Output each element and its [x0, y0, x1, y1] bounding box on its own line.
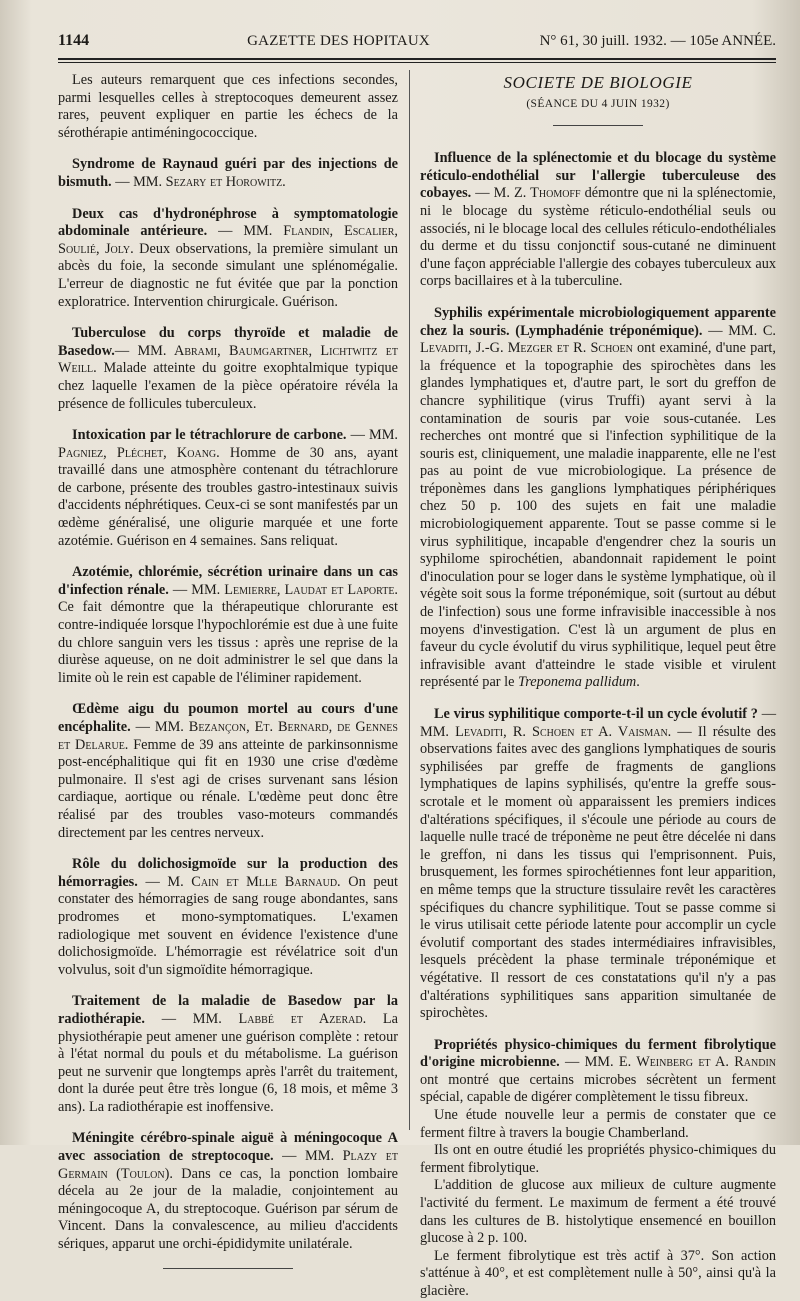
- article-paragraph: Ils ont en outre étudié les propriétés physico-chimiques du ferment fibrolytique.: [420, 1142, 776, 1176]
- article-authors: MM. Levaditi, R. Schoen et A. Vaisman.: [420, 723, 672, 740]
- column-divider: [409, 70, 410, 1130]
- article-title: Rôle du dolichosigmoïde sur la production des hémorragies.: [58, 856, 398, 890]
- article-body: ont montré que certains microbes sécrètent un ferment spécial, capable de digérer complètement le tissu fibreux.: [420, 1071, 776, 1106]
- intro-paragraph: Les auteurs remarquent que ces infections secondes, parmi lesquelles celles à streptocoques demeurent assez rares, peuvent expliquer en partie les échecs de la sérothérapie antiméningococcique.: [58, 72, 398, 141]
- article-title: Intoxication par le tétrachlorure de carbone.: [72, 427, 347, 444]
- section-title: SOCIETE DE BIOLOGIE: [503, 73, 693, 92]
- section-subtitle-close: ): [665, 97, 670, 110]
- article-authors: MM. E. Weinberg et A. Randin: [584, 1054, 776, 1071]
- article: Intoxication par le tétrachlorure de carbone. — MM. Pagniez, Pléchet, Koang. Homme de 30 ans, ayant travaillé dans une atmosphère contenant du tétrachlorure de carbone, présente des troubles gastro-intestinaux suivis d'accidents néphrétiques. Ceux-ci se sont manifestés par un œdème généralisé, une oligurie marquée et une forte azotémie. Guérison en 4 semaines. Sans reliquat.: [58, 427, 398, 549]
- article: Azotémie, chlorémie, sécrétion urinaire dans un cas d'infection rénale. — MM. Lemierre, Laudat et Laporte. Ce fait démontre que la thérapeutique chlorurante est contre-indiquée lorsque l'hypochlorémie est due à une fuite du chlore sanguin vers les tissus : après une reprise de la diurèse aqueuse, on ne doit administrer le sel que dans la limite où le rein est capable de l'éliminer rapidement.: [58, 564, 398, 686]
- article-paragraph: Le ferment fibrolytique est très actif à 37°. Son action s'atténue à 40°, et est complètement nulle à 50°, ainsi qu'à la glacière.: [420, 1247, 776, 1299]
- article-title: Deux cas d'hydronéphrose à symptomatologie abdominale antérieure.: [58, 205, 398, 240]
- article-body-end: .: [636, 674, 640, 691]
- article-title: Traitement de la maladie de Basedow par la radiothérapie.: [58, 993, 398, 1027]
- article: Tuberculose du corps thyroïde et maladie de Basedow.— MM. Abrami, Baumgartner, Lichtwitz et Weill. Malade atteinte du goitre exophtalmique typique chez laquelle l'examen de la pièce opératoire révéla la présence de follicules tuberculeux.: [58, 325, 399, 412]
- article-body: Homme de 30 ans, ayant travaillé dans une atmosphère contenant du tétrachlorure de carbone, présente des troubles gastro-intestinaux suivis d'accidents néphrétiques. Ceux-ci se sont manifestés par un œdème généralisé, une oligurie marquée et une forte azotémie. Guérison en 4 semaines. Sans reliquat.: [58, 444, 398, 549]
- article-authors: MM. Bezançon, Et. Bernard, de Gennes et Delarue.: [58, 719, 398, 753]
- article-authors: MM. Abrami, Baumgartner, Lichtwitz et Weill.: [58, 342, 398, 377]
- article-body: ont examiné, d'une part, la fréquence et la topographie des spirochètes dans les glandes lymphatiques et, d'autre part, le sort du greffon de chancre syphilitique (virus Truffi) ayant servi à la contamination de souris par voie sous-cutanée. Les recherches ont montré que si l'infection syphilitique de la souris est, cliniquement, une maladie inapparente, elle ne l'est pas au point de vue microbiologique. La présence de tréponèmes dans les ganglions lymphatiques périphériques chez 50 p. 100 des sujets en fait une maladie microbiologiquement apparente. Tout se passe comme si le virus syphilitique, incapable d'engendrer chez la souris un syphilome spirochétien, abandonnait rapidement le point d'inoculation pour se loger dans le système lymphatique, où il végète soit sous la forme tréponémique, soit (surtout au début de l'infection) sous une forme infravisible inaccessible à nos moyens d'investigation. C'est là un argument de plus en faveur du cycle évolutif du virus syphilitique, lequel peut être infravisible avant d'atteindre le stade visible et virulent représenté par le: [420, 340, 776, 691]
- header-rule: [58, 58, 776, 60]
- page-header: [58, 32, 776, 54]
- article-body: Malade atteinte du goitre exophtalmique typique chez laquelle l'examen de la pièce opératoire révéla la présence de follicules tuberculeux.: [58, 360, 399, 412]
- article-paragraph: L'addition de glucose aux milieux de culture augmente l'activité du ferment. Le maximum de ferment a été trouvé dans les cultures de B. histolytique ensemencé en bouillon glucose à 2 p. 100.: [420, 1177, 776, 1247]
- article: Le virus syphilitique comporte-t-il un cycle évolutif ? — MM. Levaditi, R. Schoen et A. Vaisman. — Il résulte des observations faites avec des ganglions lymphatiques de souris syphilisées par greffe de fragments de ganglions lymphatiques de lapins syphilisés, qu'entre la greffe sous-scrotale et le moment où apparaissent les premiers indices d'altérations spécifiques, il s'écoule une période au cours de laquelle nulle tracé de tréponème ne peut être décelée ni dans le greffon, ni dans les tissus qui l'emprisonnent. Puis, brusquement, les formes spirochétiennes font leur apparition, en même temps que la structure tissulaire revêt les caractères spécifiques du chancre syphilitique. Tout se passe comme si le virus utilisait cette période latente pour accomplir un cycle évolutif comportant des stades intermédiaires infravisibles, lesquels précèdent la phase terminale tréponémique et végétative. Il ressort de ces constatations qu'il n'y a pas d'altérations syphilitiques sans apparition simultanée de spirochètes.: [420, 706, 776, 1022]
- right-column: [420, 72, 776, 1299]
- article: Propriétés physico-chimiques du ferment fibrolytique d'origine microbienne. — MM. E. Weinberg et A. Randin ont montré que certains microbes sécrètent un ferment spécial, capable de digérer complètement le tissu fibreux. Une étude nouvelle leur a permis de constater que ce ferment filtre à travers la bougie Chamberland. Ils ont en outre étudié les propriétés physico-chimiques du ferment fibrolytique. L'addition de glucose aux milieux de culture augmente l'activité du ferment. Le maximum de ferment a été trouvé dans les cultures de B. histolytique ensemencé en bouillon glucose à 2 p. 100. Le ferment fibrolytique est très actif à 37°. Son action s'atténue à 40°, et est complètement nulle à 50°, ainsi qu'à la glacière.: [420, 1036, 776, 1299]
- article: Syphilis expérimentale microbiologiquement apparente chez la souris. (Lymphadénie tréponémique). — MM. C. Levaditi, J.-G. Mezger et R. Schoen ont examiné, d'une part, la fréquence et la topographie des spirochètes dans les glandes lymphatiques et, d'autre part, le sort du greffon de chancre syphilitique (virus Truffi) ayant servi à la contamination de souris par voie sous-cutanée. Les recherches ont montré que si l'infection syphilitique de la souris est, cliniquement, une maladie inapparente, elle ne l'est pas au point de vue microbiologique. La présence de tréponèmes dans les ganglions lymphatiques périphériques chez 50 p. 100 des sujets en fait une maladie microbiologiquement apparente. Tout se passe comme si le virus syphilitique, incapable d'engendrer chez la souris un syphilome spirochétien, abandonnait rapidement le point d'inoculation pour se loger dans le système lymphatique, où il végète soit sous la forme tréponémique, soit (surtout au début de l'infection) sous une forme infravisible inaccessible à nos moyens d'investigation. C'est là un argument de plus en faveur du cycle évolutif du virus syphilitique, lequel peut être infravisible avant d'atteindre le stade visible et virulent représenté par le Treponema pallidum.: [420, 304, 776, 691]
- article-title: Tuberculose du corps thyroïde et maladie de Basedow.: [58, 325, 398, 359]
- article: Œdème aigu du poumon mortel au cours d'une encéphalite. — MM. Bezançon, Et. Bernard, de Gennes et Delarue. Femme de 39 ans atteinte de parkinsonnisme post-encéphalitique qui fit en 1930 une crise d'œdème pulmonaire. Il s'est agi de crises survenant sans lésion cardiaque, aortique ou rénale. L'œdème peut donc être réalisé par des troubles vaso-moteurs commandés directement par les centres nerveux.: [58, 701, 398, 841]
- article-body-italic: Treponema pallidum: [518, 674, 637, 691]
- left-column: [58, 72, 399, 1253]
- header-rule-thin: [58, 62, 776, 63]
- article-body: Femme de 39 ans atteinte de parkinsonnisme post-encéphalitique qui fit en 1930 une crise d'œdème pulmonaire. Il s'est agi de crises survenant sans lésion cardiaque, aortique ou rénale. L'œdème peut donc être réalisé par des troubles vaso-moteurs commandés directement par les centres nerveux.: [58, 736, 398, 841]
- article-authors: MM. Flandin, Escalier, Soulié, Joly.: [58, 223, 398, 257]
- article: Syndrome de Raynaud guéri par des injections de bismuth. — MM. Sezary et Horowitz.: [58, 156, 398, 190]
- article-title: Propriétés physico-chimiques du ferment fibrolytique d'origine microbienne.: [420, 1036, 776, 1071]
- section-rule: [553, 125, 643, 126]
- article-title: Influence de la splénectomie et du blocage du système réticulo-endothélial sur l'allergie tuberculeuse des cobayes.: [420, 150, 776, 202]
- section-subtitle: [420, 96, 776, 114]
- article-body: La physiothérapie peut amener une guérison complète : retour à l'état normal du pouls et du métabolisme. La guérison peut ne survenir que longtemps après l'arrêt du traitement, dont la durée peut être très longue (6, 18 mois, et même 3 ans). La radiothérapie est inoffensive.: [58, 1010, 398, 1115]
- article-body: Ce fait démontre que la thérapeutique chlorurante est contre-indiquée lorsque l'hypochlorémie est due à une fuite du chlore sanguin vers les tissus : après une reprise de la diurèse aqueuse, on ne doit administrer le sel que dans la limite où le rein est capable de l'éliminer rapidement.: [58, 599, 398, 686]
- end-rule: [163, 1268, 293, 1269]
- article-authors: MM. Pagniez, Pléchet, Koang.: [58, 427, 398, 461]
- article-title: Syndrome de Raynaud guéri par des injections de bismuth.: [58, 156, 398, 190]
- journal-title: GAZETTE DES HOPITAUX: [247, 33, 430, 49]
- article-title: Syphilis expérimentale microbiologiquement apparente chez la souris. (Lymphadénie tréponémique).: [420, 304, 776, 339]
- article-body: démontre que ni la splénectomie, ni le blocage du système réticulo-endothélial seuls ou associés, ni le blocage local des cellules réticulo-endothéliales du derme et du tissu conjonctif sous-cutané ne diminuent d'une façon appréciable l'allergie des cobayes tuberculeux aux corps bacillaires et à la tuberculine.: [420, 185, 776, 290]
- article-authors: MM. C. Levaditi, J.-G. Mezger et R. Schoen: [420, 322, 776, 357]
- article-title: Le virus syphilitique comporte-t-il un cycle évolutif ?: [434, 706, 758, 722]
- article-authors: MM. Sezary et Horowitz.: [133, 173, 286, 190]
- article-body: Il résulte des observations faites avec des ganglions lymphatiques de souris syphilisées par greffe de fragments de ganglions lymphatiques de lapins syphilisés, qu'entre la greffe sous-scrotale et le moment où apparaissent les premiers indices d'altérations spécifiques, il s'écoule une période au cours de laquelle nulle tracé de tréponème ne peut être décelée ni dans le greffon, ni dans les tissus qui l'emprisonnent. Puis, brusquement, les formes spirochétiennes font leur apparition, en même temps que la structure tissulaire revêt les caractères spécifiques du chancre syphilitique. Tout se passe comme si le virus utilisait cette période latente pour accomplir un cycle évolutif comportant des stades intermédiaires infravisibles, lesquels précèdent la phase terminale tréponémique et végétative. Il ressort de ces constatations qu'il n'y a pas d'altérations syphilitiques sans apparition simultanée de spirochètes.: [420, 723, 776, 1022]
- article-authors: M. Cain et Mlle Barnaud.: [167, 873, 341, 890]
- issue-info: N° 61, 30 juill. 1932. — 105e ANNÉE.: [539, 33, 776, 49]
- article: Rôle du dolichosigmoïde sur la production des hémorragies. — M. Cain et Mlle Barnaud. On peut constater des hémorragies de sang rouge abondantes, sans prodromes et mono-symptomatiques. L'examen radiologique met souvent en évidence l'existence d'une dolichosigmoïde. L'hémorragie est révélatrice soit d'un volvulus, soit d'un sigmoïdite hémorragique.: [58, 856, 398, 978]
- article: Méningite cérébro-spinale aiguë à méningocoque A avec association de streptocoque. — MM. Plazy et Germain (Toulon). Dans ce cas, la ponction lombaire décela au 2e jour de la maladie, conjointement au méningocoque A, du streptocoque. Guérison par sérum de Vincent. Dans la convalescence, au milieu d'accidents sériques, apparut une orchi-épididymite unilatérale.: [58, 1130, 399, 1253]
- article-paragraph: Une étude nouvelle leur a permis de constater que ce ferment filtre à travers la bougie Chamberland.: [420, 1107, 776, 1141]
- article-title: Méningite cérébro-spinale aiguë à méningocoque A avec association de streptocoque.: [58, 1130, 398, 1165]
- article: Traitement de la maladie de Basedow par la radiothérapie. — MM. Labbé et Azerad. La physiothérapie peut amener une guérison complète : retour à l'état normal du pouls et du métabolisme. La guérison peut ne survenir que longtemps après l'arrêt du traitement, dont la durée peut être très longue (6, 18 mois, et même 3 ans). La radiothérapie est inoffensive.: [58, 993, 398, 1115]
- session-date: SÉANCE DU 4 JUIN 1932: [530, 97, 666, 110]
- article-authors: MM. Lemierre, Laudat et Laporte.: [191, 581, 398, 598]
- article: Influence de la splénectomie et du blocage du système réticulo-endothélial sur l'allergie tuberculeuse des cobayes. — M. Z. Thomoff démontre que ni la splénectomie, ni le blocage du système réticulo-endothélial seuls ou associés, ni le blocage local des cellules réticulo-endothéliales du derme et du tissu conjonctif sous-cutané ne diminuent d'une façon appréciable l'allergie des cobayes tuberculeux aux corps bacillaires et à la tuberculine.: [420, 150, 776, 290]
- article-authors: MM. Plazy et Germain (Toulon).: [58, 1148, 398, 1182]
- article-title: Azotémie, chlorémie, sécrétion urinaire dans un cas d'infection rénale.: [58, 564, 398, 598]
- article-title: Œdème aigu du poumon mortel au cours d'une encéphalite.: [58, 701, 398, 735]
- article-body: Dans ce cas, la ponction lombaire décela au 2e jour de la maladie, conjointement au méningocoque A, du streptocoque. Guérison par sérum de Vincent. Dans la convalescence, au milieu d'accidents sériques, apparut une orchi-épididymite unilatérale.: [58, 1165, 399, 1253]
- article-body: On peut constater des hémorragies de sang rouge abondantes, sans prodromes et mono-symptomatiques. L'examen radiologique met souvent en évidence l'existence d'une dolichosigmoïde. L'hémorragie est révélatrice soit d'un volvulus, soit d'un sigmoïdite hémorragique.: [58, 873, 398, 978]
- article-body: Deux observations, la première simulant un abcès du foie, la seconde simulant une splénomégalie. L'erreur de diagnostic ne fut évitée que par la ponction exploratrice. Intervention chirurgicale. Guérison.: [58, 240, 399, 310]
- page-number: 1144: [58, 32, 90, 49]
- article-authors: MM. Labbé et Azerad.: [192, 1010, 367, 1027]
- article-authors: M. Z. Thomoff: [493, 185, 581, 202]
- article: Deux cas d'hydronéphrose à symptomatologie abdominale antérieure. — MM. Flandin, Escalier, Soulié, Joly. Deux observations, la première simulant un abcès du foie, la seconde simulant une splénomégalie. L'erreur de diagnostic ne fut évitée que par la ponction exploratrice. Intervention chirurgicale. Guérison.: [58, 205, 399, 310]
- section-subtitle-open: (: [526, 97, 531, 110]
